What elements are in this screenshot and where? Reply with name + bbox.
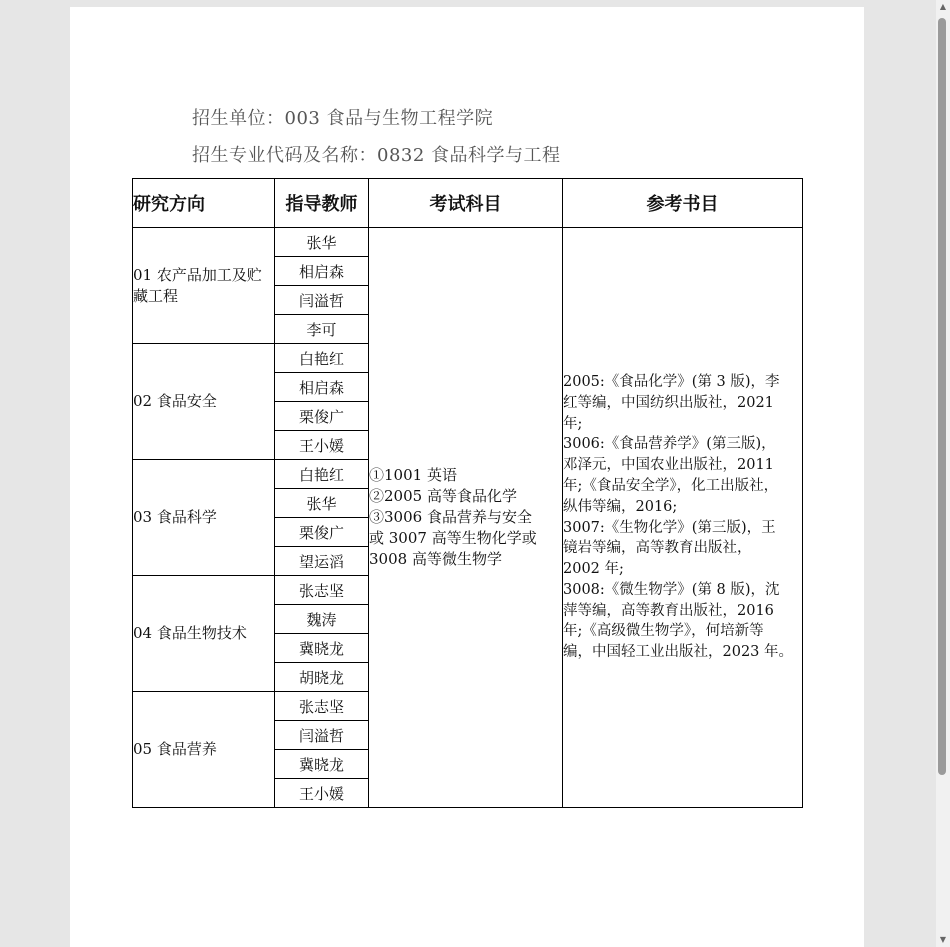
teacher-cell: 望运滔	[275, 547, 369, 576]
column-header: 研究方向	[133, 179, 275, 228]
reference-books: 2005:《食品化学》(第 3 版)，李 红等编，中国纺织出版社，2021 年; 3006:《食品营养学》(第三版)， 邓泽元，中国农业出版社，2011 年;《食品安全学》，化工出版社， 纵伟等编，2016; 3007:《生物化学》(第三版)，王 镜岩等编，高等教育出版社， 2002 年; 3008:《微生物学》(第 8 版)，沈 萍等编，高等教育出版社，2016 年;《高级微生物学》，何培新等 编，中国轻工业出版社，2023 年。	[563, 228, 803, 808]
teacher-cell: 张华	[275, 228, 369, 257]
teacher-cell: 冀晓龙	[275, 634, 369, 663]
teacher-cell: 栗俊广	[275, 518, 369, 547]
teacher-cell: 张志坚	[275, 692, 369, 721]
teacher-cell: 相启森	[275, 373, 369, 402]
teacher-cell: 魏涛	[275, 605, 369, 634]
teacher-cell: 王小媛	[275, 431, 369, 460]
teacher-cell: 冀晓龙	[275, 750, 369, 779]
teacher-cell: 闫溢哲	[275, 286, 369, 315]
column-header: 考试科目	[369, 179, 563, 228]
scroll-up-icon[interactable]: ▲	[939, 2, 947, 11]
column-header: 参考书目	[563, 179, 803, 228]
research-direction: 05 食品营养	[133, 692, 275, 808]
scrollbar-thumb[interactable]	[938, 18, 946, 775]
teacher-cell: 白艳红	[275, 460, 369, 489]
teacher-cell: 李可	[275, 315, 369, 344]
teacher-cell: 相启森	[275, 257, 369, 286]
enrollment-unit: 招生单位：003 食品与生物工程学院	[192, 108, 494, 129]
column-header: 指导教师	[275, 179, 369, 228]
teacher-cell: 栗俊广	[275, 402, 369, 431]
table-row	[133, 228, 803, 257]
teacher-cell: 张志坚	[275, 576, 369, 605]
research-direction: 01 农产品加工及贮 藏工程	[133, 228, 275, 344]
research-direction: 03 食品科学	[133, 460, 275, 576]
table-header-row	[133, 179, 803, 228]
teacher-cell: 白艳红	[275, 344, 369, 373]
exam-subjects: ①1001 英语 ②2005 高等食品化学 ③3006 食品营养与安全 或 3007 高等生物化学或 3008 高等微生物学	[369, 228, 563, 808]
research-direction: 02 食品安全	[133, 344, 275, 460]
research-direction: 04 食品生物技术	[133, 576, 275, 692]
major-code-name: 招生专业代码及名称：0832 食品科学与工程	[192, 145, 561, 166]
teacher-cell: 闫溢哲	[275, 721, 369, 750]
teacher-cell: 王小媛	[275, 779, 369, 808]
teacher-cell: 张华	[275, 489, 369, 518]
enrollment-table	[132, 178, 803, 808]
scroll-down-icon[interactable]: ▼	[939, 935, 947, 944]
teacher-cell: 胡晓龙	[275, 663, 369, 692]
